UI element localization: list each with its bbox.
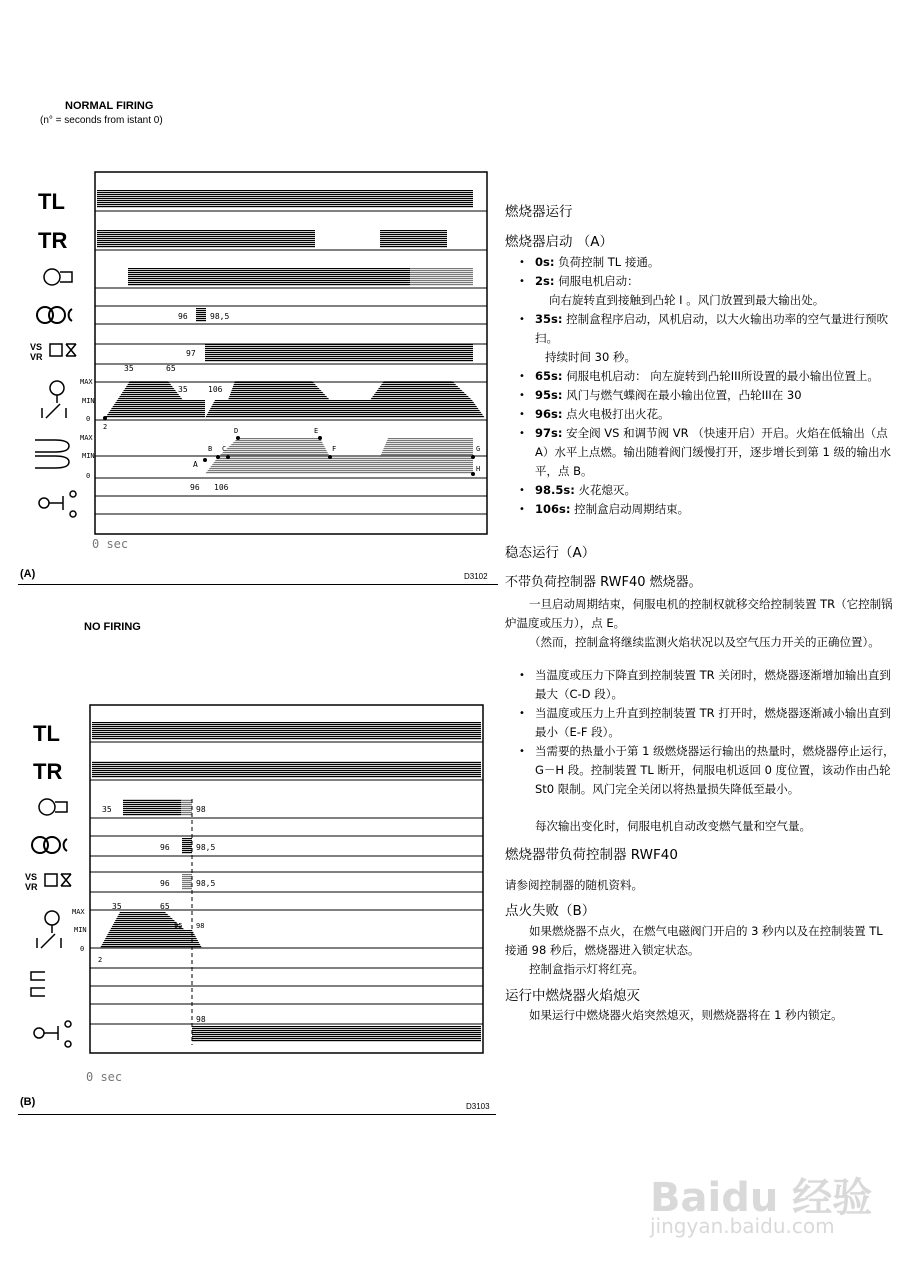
point-h: H [476, 465, 481, 473]
point-b: B [208, 445, 213, 453]
tick-35b: 35 [178, 385, 188, 394]
motor-bar-grey [410, 268, 473, 286]
tl-symbol: TL [38, 189, 65, 214]
figure-b-label: (B) [20, 1096, 36, 1108]
tl-bar [97, 190, 473, 208]
tick-b-65: 65 [160, 902, 170, 911]
tr-bar-1 [97, 230, 315, 248]
lockout-icon-b [34, 1021, 71, 1047]
tick-b-2: 2 [98, 956, 103, 964]
tick-106b: 106 [214, 483, 229, 492]
start-list [505, 253, 895, 519]
heading-run: 燃烧器运行 [505, 204, 573, 220]
svg-text:VS: VS [25, 872, 38, 882]
tick-96b: 96 [190, 483, 200, 492]
level-zero-b: 0 [80, 945, 85, 953]
tick-b-98-5b: 98,5 [196, 879, 216, 888]
figure-a-code: D3102 [464, 572, 488, 581]
steady-paragraph-2: （然而，控制盒将继续监测火焰状况以及空气压力开关的正确位置）。 [529, 635, 880, 649]
motor-bar [128, 268, 410, 286]
watermark-logo: Baidu 经验 [650, 1175, 873, 1221]
svg-text:VR: VR [25, 882, 38, 892]
servo-ramp-2 [205, 381, 485, 418]
level-min-2: MIN [82, 452, 95, 460]
steady-paragraph-3: 每次输出变化时，伺服电机自动改变燃气量和空气量。 [535, 819, 811, 833]
start-item-cont: 向右旋转直到接触到凸轮 I 。风门放置到最大输出处。 [549, 293, 825, 307]
servo-motor-icon-b [37, 911, 61, 948]
motor-bar-b [123, 799, 181, 816]
fan-motor-icon-b [39, 799, 67, 815]
tick-b-98c: 98 [196, 1015, 206, 1024]
figure-b-code: D3103 [466, 1102, 490, 1111]
start-item: • 0s: 负荷控制 TL 接通。 [505, 253, 895, 272]
start-item-cont: 持续时间 30 秒。 [545, 350, 636, 364]
fan-motor-icon [44, 269, 72, 285]
valves-bar [205, 344, 473, 362]
servo-ramp-1 [105, 381, 205, 418]
start-item: • 106s: 控制盒启动周期结束。 [505, 500, 895, 519]
level-zero-2: 0 [86, 472, 91, 480]
flame-icon-b [31, 972, 45, 996]
heading-fail: 点火失败（B） [505, 903, 596, 919]
figure-a-subtitle: (n° = seconds from istant 0) [40, 115, 163, 126]
divider-b [18, 1114, 496, 1115]
flame-icon [35, 440, 69, 468]
start-item: • 98.5s: 火花熄灭。 [505, 481, 895, 500]
point-f: F [332, 445, 337, 453]
svg-text:VR: VR [30, 352, 43, 362]
motor-bar-b-grey [181, 799, 192, 816]
heading-start: 燃烧器启动 （A） [505, 234, 614, 250]
tick-65: 65 [166, 364, 176, 373]
start-item: • 2s: 伺服电机启动： [505, 272, 895, 291]
gas-valve-icon [30, 342, 76, 362]
divider-a [18, 584, 498, 585]
servo-motor-icon [42, 381, 66, 418]
point-e: E [314, 427, 319, 435]
ignition-bar [196, 308, 206, 322]
tick-2: 2 [103, 423, 108, 431]
tick-106: 106 [208, 385, 223, 394]
tick-b-98: 98 [196, 805, 206, 814]
tr-symbol-b: TR [33, 759, 63, 784]
steady-paragraph-1: 一旦启动周期结束，伺服电机的控制权就移交给控制装置 TR（它控制锅炉温度或压力），点 E。 [505, 597, 893, 630]
tl-bar-b [92, 722, 481, 740]
heading-steady: 稳态运行（A） [505, 545, 596, 561]
level-max-1: MAX [80, 378, 93, 386]
lockout-icon [39, 491, 76, 517]
flameout-paragraph: 如果运行中燃烧器火焰突然熄灭，则燃烧器将在 1 秒内锁定。 [529, 1008, 843, 1022]
figure-a-title: NORMAL FIRING [65, 100, 154, 112]
point-a: A [193, 460, 198, 469]
point-c: C [222, 445, 227, 453]
level-zero-1: 0 [86, 415, 91, 423]
level-max-b: MAX [72, 908, 85, 916]
tr-symbol: TR [38, 228, 68, 253]
tick-b-98-5: 98,5 [196, 843, 216, 852]
figure-b-title: NO FIRING [84, 621, 141, 633]
rwf-paragraph: 请参阅控制器的随机资料。 [505, 878, 643, 892]
tick-96: 96 [178, 312, 188, 321]
tick-35: 35 [124, 364, 134, 373]
start-item: • 97s: 安全阀 VS 和调节阀 VR （快速开启）开启。火焰在低输出（点 A）水平上点燃。输出随着阀门缓慢打开，逐步增长到第 1 级的输出水平，点 B。 [505, 424, 895, 481]
point-d: D [234, 427, 239, 435]
start-item: • 35s: 控制盒程序启动，风机启动，以大火输出功率的空气量进行预吹扫。 [505, 310, 895, 348]
steady-subtitle: 不带负荷控制器 RWF40 燃烧器。 [505, 575, 702, 590]
watermark-url: jingyan.baidu.com [650, 1214, 835, 1238]
tick-b-96: 96 [160, 843, 170, 852]
start-item: • 95s: 风门与燃气蝶阀在最小输出位置，凸轮III在 30 [505, 386, 895, 405]
tick-b-95: 95 [174, 922, 183, 930]
tick-b-35: 35 [102, 805, 112, 814]
ignition-transformer-icon [37, 307, 72, 323]
servo-ramp-b [100, 912, 205, 948]
axis-label-b: 0 sec [86, 1070, 123, 1084]
level-min-b: MIN [74, 926, 87, 934]
heading-rwf: 燃烧器带负荷控制器 RWF40 [505, 847, 678, 863]
tick-b-35b: 35 [112, 902, 122, 911]
start-item: • 96s: 点火电极打出火花。 [505, 405, 895, 424]
tl-symbol-b: TL [33, 721, 60, 746]
axis-label-a: 0 sec [92, 537, 129, 551]
start-item: • 65s: 伺服电机启动： 向左旋转到凸轮III所设置的最小输出位置上。 [505, 367, 895, 386]
steady-list [505, 666, 895, 799]
level-max-2: MAX [80, 434, 93, 442]
tr-bar-2 [380, 230, 447, 248]
fail-paragraph-1: 如果燃烧器不点火，在燃气电磁阀门开启的 3 秒内以及在控制装置 TL 接通 98 秒后，燃烧器进入锁定状态。 [505, 924, 883, 957]
fail-paragraph-2: 控制盒指示灯将红亮。 [529, 962, 644, 976]
svg-text:VS: VS [30, 342, 43, 352]
timing-chart-b [0, 700, 500, 1100]
tick-b-96b: 96 [160, 879, 170, 888]
tick-b-98b: 98 [196, 922, 205, 930]
point-g: G [476, 445, 481, 453]
valves-bar-b [182, 874, 192, 890]
timing-chart-a [0, 160, 500, 560]
ignition-transformer-icon-b [32, 837, 67, 853]
steady-item: • 当温度或压力下降直到控制装置 TR 关闭时，燃烧器逐渐增加输出直到最大（C-D 段）。 [505, 666, 895, 704]
ignition-bar-b [182, 838, 192, 854]
heading-flameout: 运行中燃烧器火焰熄灭 [505, 988, 640, 1004]
level-min-1: MIN [82, 397, 95, 405]
figure-a-label: (A) [20, 568, 36, 580]
steady-item: • 当需要的热量小于第 1 级燃烧器运行输出的热量时，燃烧器停止运行，G－H 段。控制装置 TL 断开，伺服电机返回 0 度位置，该动作由凸轮 St0 限制。风门完全关闭以将热量损失降低至最小。 [505, 742, 895, 799]
gas-valve-icon-b [25, 872, 71, 892]
lockout-bar-b [192, 1026, 481, 1042]
tick-98-5: 98,5 [210, 312, 230, 321]
steady-item: • 当温度或压力上升直到控制装置 TR 打开时，燃烧器逐渐减小输出直到最小（E-F 段）。 [505, 704, 895, 742]
tick-97: 97 [186, 349, 196, 358]
tr-bar-b [92, 761, 481, 778]
